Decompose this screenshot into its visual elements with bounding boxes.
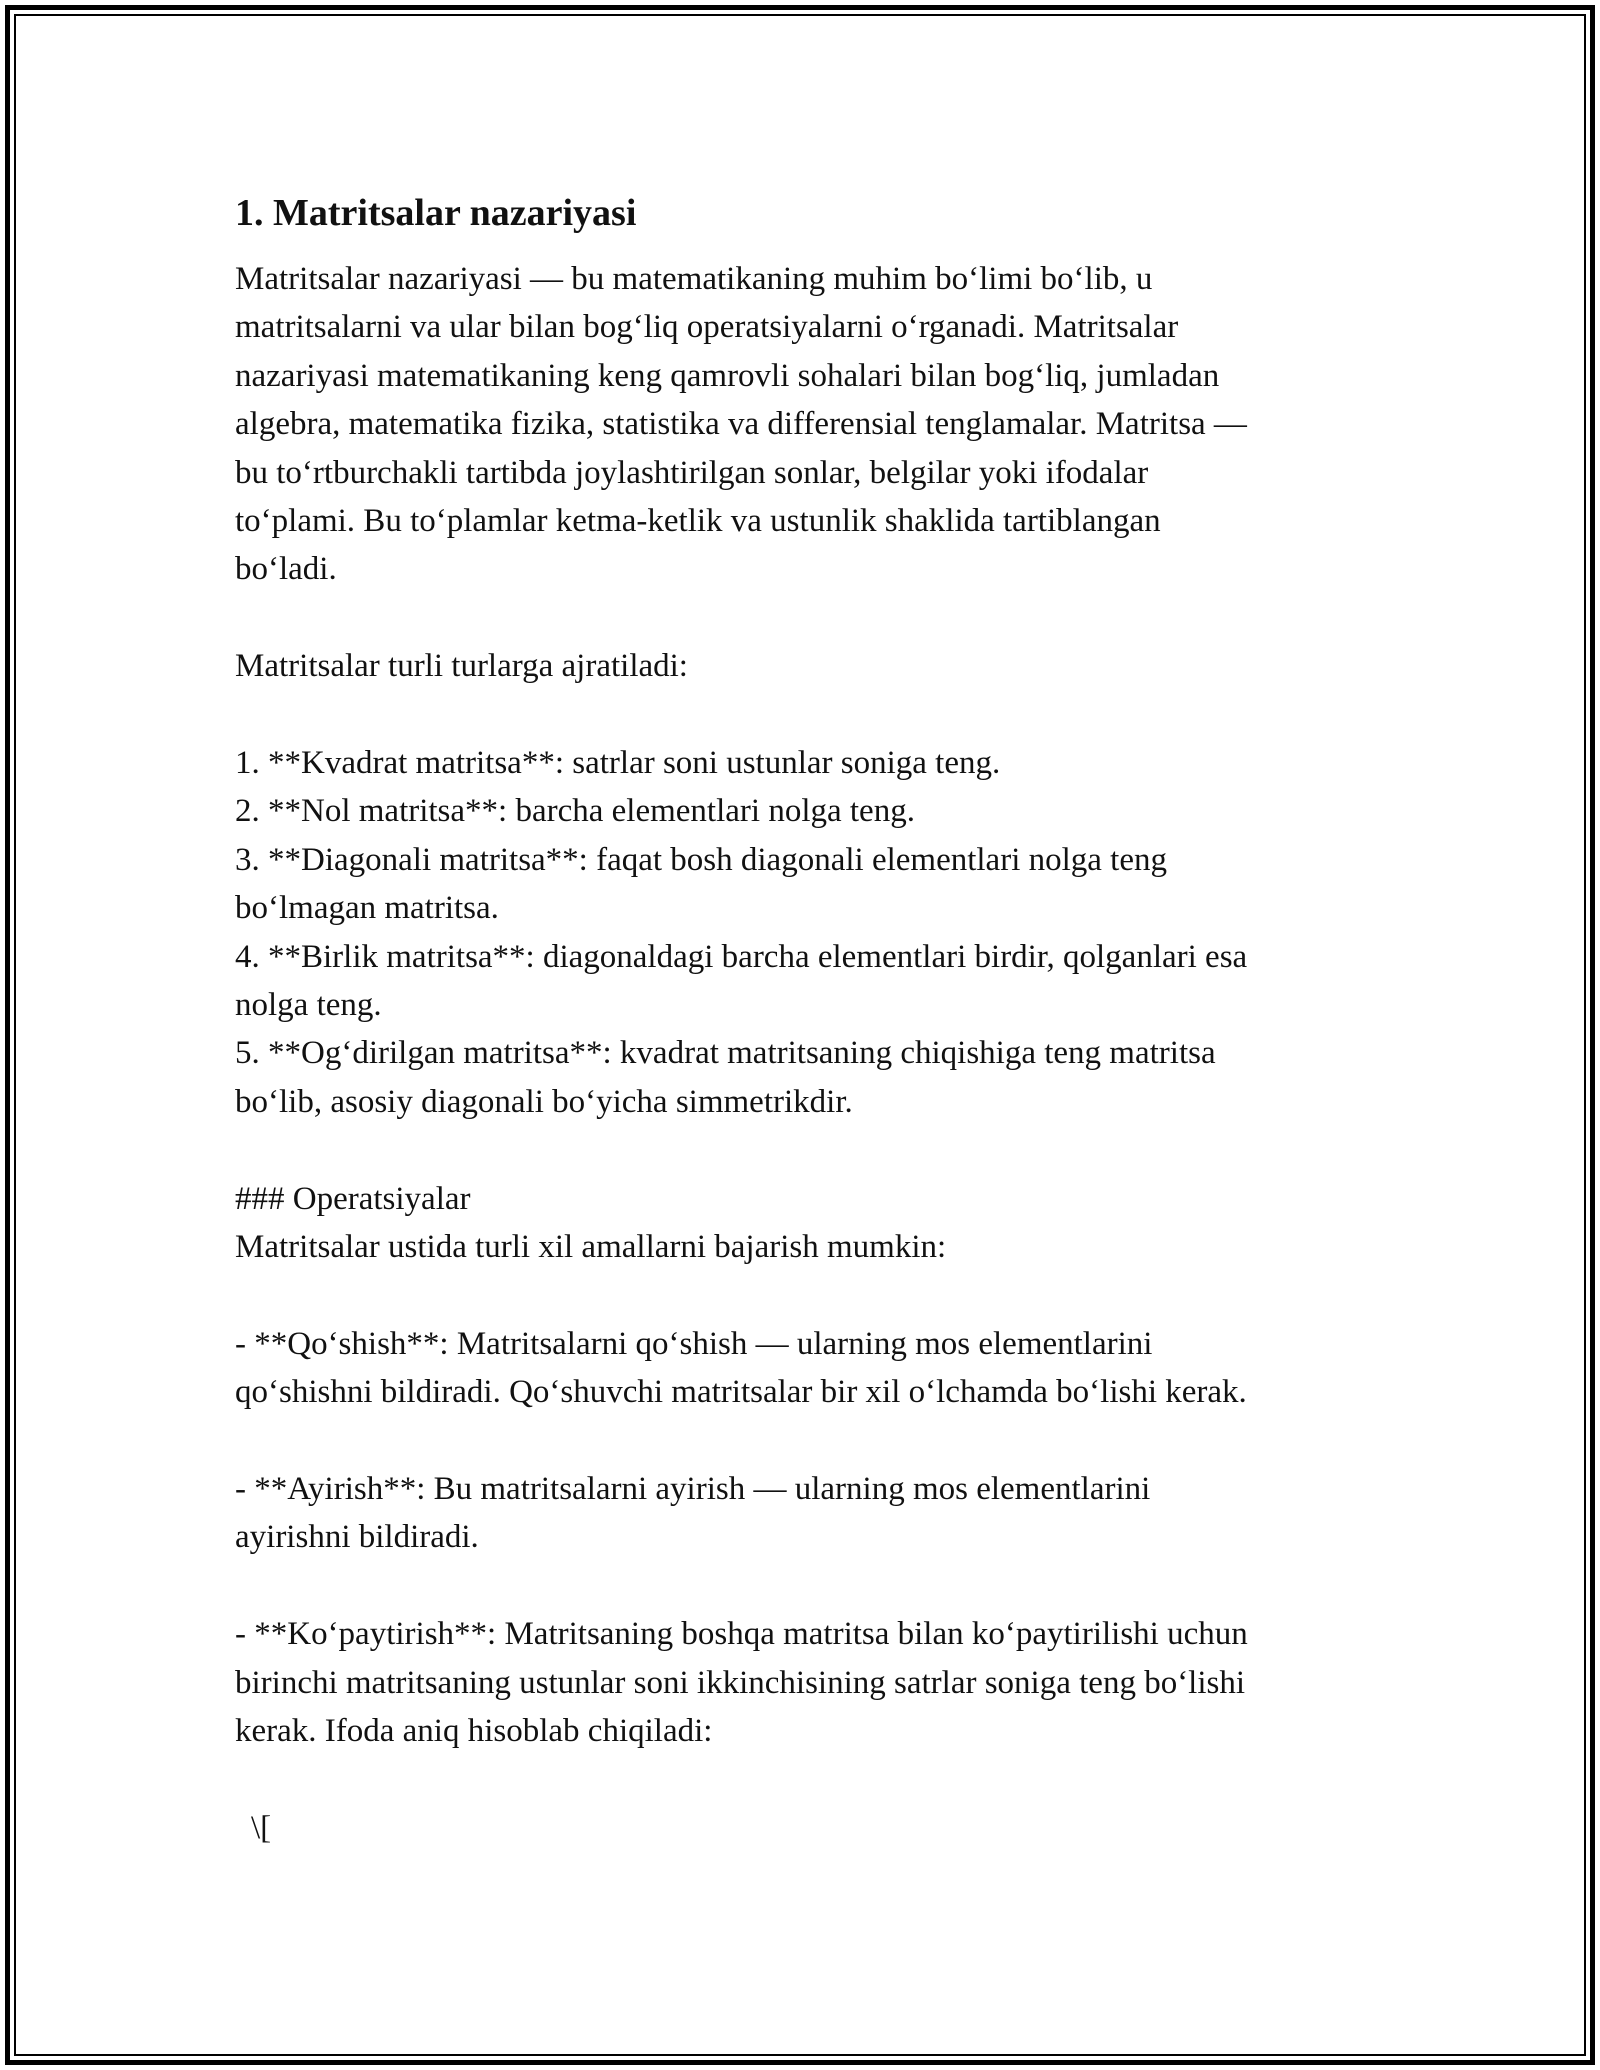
section-heading: 1. Matritsalar nazariyasi bbox=[235, 192, 637, 234]
operations-intro: Matritsalar ustida turli xil amallarni bajarish mumkin: bbox=[235, 1229, 947, 1266]
text-line: to‘plami. Bu to‘plamlar ketma-ketlik va ustunlik shaklida tartiblangan bbox=[235, 503, 1161, 540]
subtraction-item-continuation: ayirishni bildiradi. bbox=[235, 1519, 479, 1556]
list-item: 3. **Diagonali matritsa**: faqat bosh diagonali elementlari nolga teng bbox=[235, 841, 1167, 878]
addition-item: - **Qo‘shish**: Matritsalarni qo‘shish — ularning mos elementlarini bbox=[235, 1325, 1153, 1362]
text-line: algebra, matematika fizika, statistika va differensial tenglamalar. Matritsa — bbox=[235, 406, 1247, 443]
text-line: bo‘ladi. bbox=[235, 551, 337, 588]
blank-line bbox=[235, 1756, 1375, 1804]
list-item-continuation: nolga teng. bbox=[235, 987, 382, 1024]
subtraction-item: - **Ayirish**: Bu matritsalarni ayirish — ularning mos elementlarini bbox=[235, 1471, 1151, 1508]
addition-item-continuation: qo‘shishni bildiradi. Qo‘shuvchi matritsalar bir xil o‘lchamda bo‘lishi kerak. bbox=[235, 1374, 1247, 1411]
intro-paragraph bbox=[235, 255, 1375, 1852]
text-line: nazariyasi matematikaning keng qamrovli sohalari bilan bog‘liq, jumladan bbox=[235, 357, 1220, 394]
list-item-continuation: bo‘lib, asosiy diagonali bo‘yicha simmetrikdir. bbox=[235, 1083, 853, 1120]
list-item: 5. **Og‘dirilgan matritsa**: kvadrat matritsaning chiqishiga teng matritsa bbox=[235, 1035, 1216, 1072]
blank-line bbox=[235, 594, 1375, 642]
text-line: bu to‘rtburchakli tartibda joylashtirilgan sonlar, belgilar yoki ifodalar bbox=[235, 454, 1149, 491]
blank-line bbox=[235, 1126, 1375, 1174]
types-intro: Matritsalar turli turlarga ajratiladi: bbox=[235, 648, 688, 685]
document-body bbox=[235, 185, 1375, 1852]
text-line: matritsalarni va ular bilan bog‘liq operatsiyalarni o‘rganadi. Matritsalar bbox=[235, 309, 1179, 346]
list-item: 4. **Birlik matritsa**: diagonaldagi barcha elementlari birdir, qolganlari esa bbox=[235, 938, 1248, 975]
list-item-continuation: bo‘lmagan matritsa. bbox=[235, 890, 499, 927]
operations-heading: ### Operatsiyalar bbox=[235, 1180, 471, 1217]
list-item: 2. **Nol matritsa**: barcha elementlari nolga teng. bbox=[235, 793, 915, 830]
multiplication-item: - **Ko‘paytirish**: Matritsaning boshqa matritsa bilan ko‘paytirilishi uchun bbox=[235, 1616, 1248, 1653]
text-line: Matritsalar nazariyasi — bu matematikaning muhim bo‘limi bo‘lib, u bbox=[235, 261, 1153, 297]
blank-line bbox=[235, 1562, 1375, 1610]
blank-line bbox=[235, 1271, 1375, 1319]
multiplication-item-continuation: birinchi matritsaning ustunlar soni ikkinchisining satrlar soniga teng bo‘lishi bbox=[235, 1664, 1246, 1701]
blank-line bbox=[235, 1417, 1375, 1465]
blank-line bbox=[235, 691, 1375, 739]
math-delimiter: \[ bbox=[251, 1809, 272, 1846]
list-item: 1. **Kvadrat matritsa**: satrlar soni ustunlar soniga teng. bbox=[235, 745, 1001, 782]
multiplication-item-continuation: kerak. Ifoda aniq hisoblab chiqiladi: bbox=[235, 1713, 713, 1750]
